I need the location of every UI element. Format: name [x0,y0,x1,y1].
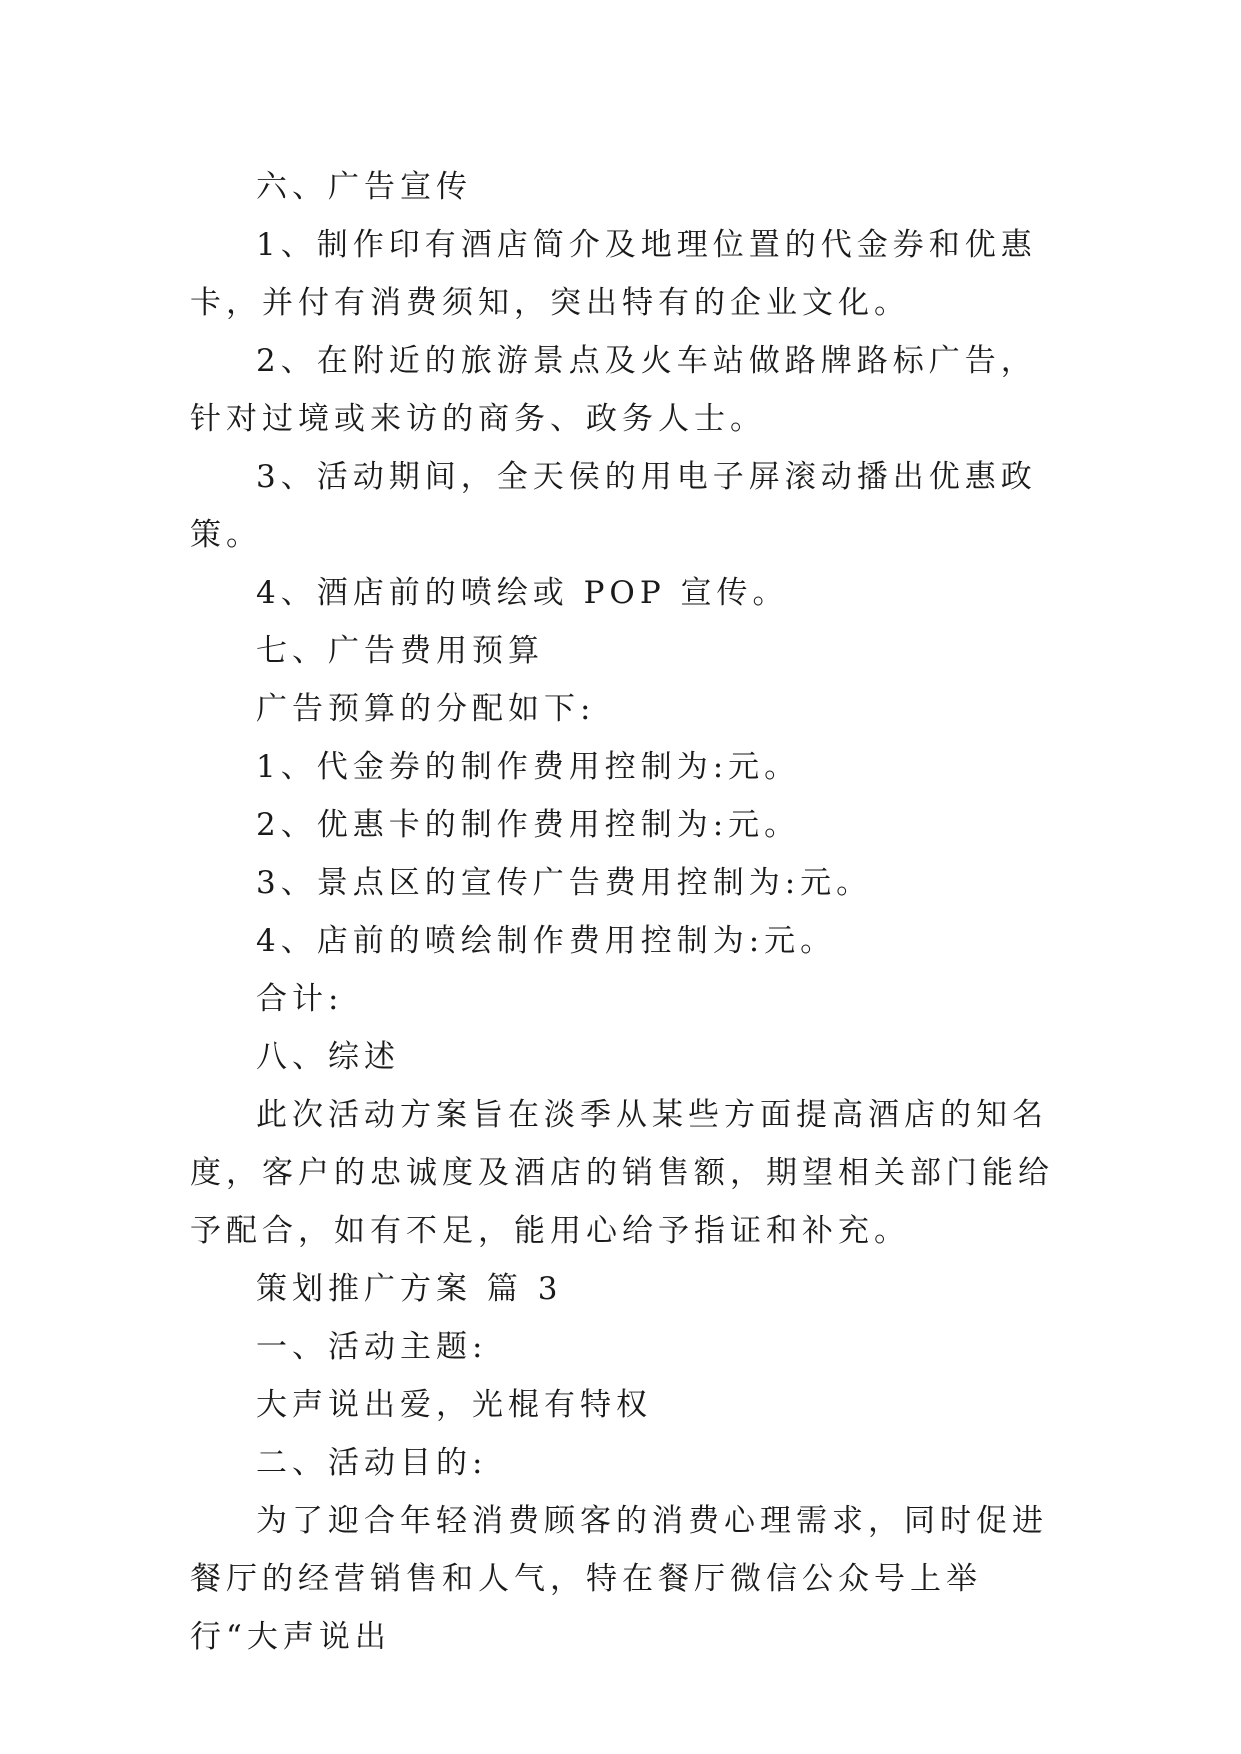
paragraph-theme: 大声说出爱，光棍有特权 [256,1387,652,1423]
paragraph-summary: 此次活动方案旨在淡季从某些方面提高酒店的知名度，客户的忠诚度及酒店的销售额，期望相关部门能给予配合，如有不足，能用心给予指证和补充。 [190,1097,1054,1249]
paragraph-pop: 4、酒店前的喷绘或 POP 宣传。 [256,575,789,611]
heading-summary: 八、综述 [256,1039,400,1075]
budget-total: 合计: [256,981,344,1017]
document-body [190,158,1070,1666]
budget-item-scenic: 3、景点区的宣传广告费用控制为:元。 [256,865,873,901]
budget-item-cards: 2、优惠卡的制作费用控制为:元。 [256,807,801,843]
budget-item-storefront: 4、店前的喷绘制作费用控制为:元。 [256,923,837,959]
budget-item-vouchers: 1、代金券的制作费用控制为:元。 [256,749,801,785]
paragraph-purpose: 为了迎合年轻消费顾客的消费心理需求，同时促进餐厅的经营销售和人气，特在餐厅微信公众号上举行“大声说出 [190,1503,1048,1655]
heading-budget: 七、广告费用预算 [256,633,544,669]
heading-advertising: 六、广告宣传 [256,169,472,205]
section-title-plan-3: 策划推广方案 篇 3 [256,1271,563,1307]
paragraph-budget-intro: 广告预算的分配如下: [256,691,596,727]
paragraph-vouchers: 1、制作印有酒店简介及地理位置的代金券和优惠卡，并付有消费须知，突出特有的企业文化。 [190,227,1037,321]
paragraph-road-signs: 2、在附近的旅游景点及火车站做路牌路标广告，针对过境或来访的商务、政务人士。 [190,343,1037,437]
heading-purpose: 二、活动目的: [256,1445,488,1481]
paragraph-led-screen: 3、活动期间，全天侯的用电子屏滚动播出优惠政策。 [190,459,1037,553]
heading-theme: 一、活动主题: [256,1329,488,1365]
